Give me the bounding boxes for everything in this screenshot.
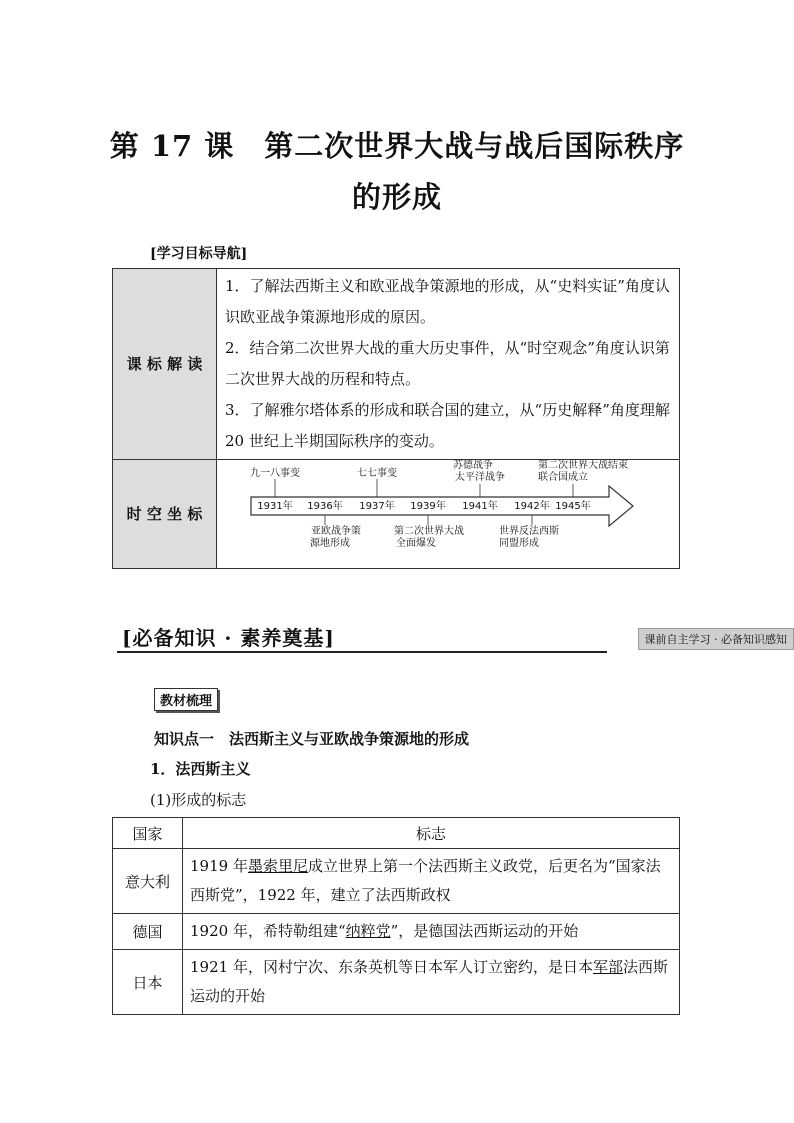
table-row	[113, 914, 680, 950]
row-label-standards: 课 标 解 读	[113, 269, 217, 460]
tl-event: 联合国成立	[538, 472, 588, 483]
tl-event: 九一八事变	[250, 468, 300, 479]
tl-year: 1942年	[514, 501, 550, 512]
tl-event: 全面爆发	[396, 538, 436, 549]
knowledge-point-heading: 知识点一 法西斯主义与亚欧战争策源地的形成	[154, 730, 470, 748]
lesson-title-line2: 的形成	[351, 180, 442, 214]
table-row	[113, 849, 680, 914]
country-cell: 德国	[113, 914, 183, 950]
table-row	[113, 950, 680, 1015]
tl-year: 1931年	[257, 501, 293, 512]
standard-item: 3．了解雅尔塔体系的形成和联合国的建立，从“历史解释”角度理解 20 世纪上半期国际秩序的变动。	[225, 401, 670, 450]
lesson-title: 第 17 课 第二次世界大战与战后国际秩序	[109, 129, 685, 163]
goal-table	[112, 268, 680, 569]
tl-event: 亚欧战争策	[311, 526, 361, 537]
tl-event: 同盟形成	[499, 538, 539, 549]
section-title: [必备知识 · 素养奠基]	[122, 626, 335, 650]
tl-event: 第二次世界大战结束	[538, 460, 628, 471]
fascism-table	[112, 817, 680, 1015]
country-cell: 意大利	[113, 849, 183, 914]
tl-event: 七七事变	[357, 468, 397, 479]
standard-item: 1．了解法西斯主义和欧亚战争策源地的形成，从“史料实证”角度认识欧亚战争策源地形成的原因。	[225, 277, 670, 326]
tl-year: 1939年	[410, 501, 446, 512]
subheading-fascism: 1．法西斯主义	[150, 760, 251, 778]
tl-event: 苏德战争	[453, 460, 493, 471]
standards-content	[217, 269, 680, 460]
country-cell: 日本	[113, 950, 183, 1015]
mark-cell: 1919 年墨索里尼成立世界上第一个法西斯主义政党，后更名为“国家法西斯党”，1922 年，建立了法西斯政权	[183, 849, 680, 914]
tl-event: 第二次世界大战	[394, 526, 464, 537]
tl-event: 太平洋战争	[455, 472, 505, 483]
row-label-timeline: 时 空 坐 标	[113, 460, 217, 569]
section-tag: 课前自主学习 · 必备知识感知	[638, 628, 794, 650]
timeline-cell	[217, 460, 680, 569]
mark-cell: 1920 年，希特勒组建“纳粹党”，是德国法西斯运动的开始	[183, 914, 680, 950]
standard-item: 2．结合第二次世界大战的重大历史事件，从“时空观念”角度认识第二次世界大战的历程和特点。	[225, 339, 670, 388]
tl-event: 源地形成	[310, 538, 350, 549]
tl-year: 1941年	[462, 501, 498, 512]
section-underline	[117, 651, 607, 653]
goal-nav-label: [学习目标导航]	[150, 246, 248, 262]
tl-event: 世界反法西斯	[499, 526, 559, 537]
header-country: 国家	[113, 818, 183, 849]
tl-year: 1937年	[359, 501, 395, 512]
header-mark: 标志	[183, 818, 680, 849]
materials-badge: 教材梳理	[154, 688, 218, 711]
section-header	[117, 619, 794, 653]
timeline-diagram	[217, 460, 683, 566]
tl-year: 1945年	[555, 501, 591, 512]
subheading-marks: (1)形成的标志	[150, 791, 247, 809]
tl-year: 1936年	[307, 501, 343, 512]
mark-cell: 1921 年，冈村宁次、东条英机等日本军人订立密约，是日本军部法西斯运动的开始	[183, 950, 680, 1015]
